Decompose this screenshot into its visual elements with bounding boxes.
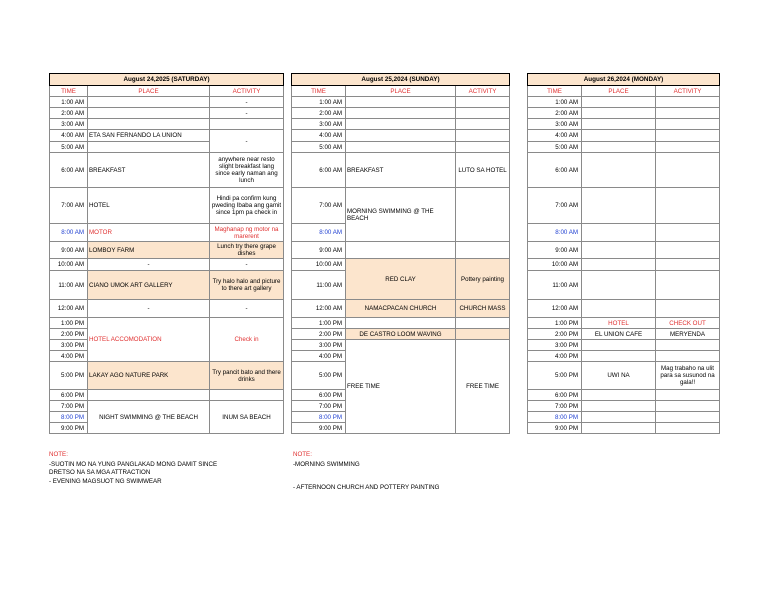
time-cell: 5:00 AM (50, 142, 88, 153)
time-cell: 2:00 PM (50, 329, 88, 340)
place-cell: NIGHT SWIMMING @ THE BEACH (88, 401, 210, 434)
time-cell: 7:00 AM (528, 188, 582, 224)
activity-cell: Hindi pa confirm kung pweding Ibaba ang gamit since 1pm pa check in (210, 188, 284, 224)
time-cell: 10:00 AM (528, 259, 582, 271)
time-cell: 1:00 PM (528, 318, 582, 329)
time-cell: 4:00 PM (528, 351, 582, 362)
time-cell: 9:00 AM (528, 242, 582, 259)
activity-cell: CHECK OUT (656, 318, 720, 329)
place-cell: - (88, 259, 210, 271)
note-line: -SUOTIN MO NA YUNG PANGLAKAD MONG DAMIT SINCE DRETSO NA SA MGA ATTRACTION (49, 461, 218, 476)
time-cell: 10:00 AM (292, 259, 346, 271)
time-cell: 7:00 AM (292, 188, 346, 224)
time-cell: 9:00 PM (528, 423, 582, 434)
time-cell: 3:00 AM (528, 119, 582, 130)
note-line: - AFTERNOON CHURCH AND POTTERY PAINTING (293, 484, 440, 491)
activity-header: ACTIVITY (656, 86, 720, 97)
time-cell: 9:00 AM (292, 242, 346, 259)
time-cell: 6:00 AM (292, 153, 346, 188)
time-cell: 5:00 AM (528, 142, 582, 153)
activity-cell: INUM SA BEACH (210, 401, 284, 434)
time-cell: 1:00 AM (50, 97, 88, 108)
time-cell: 8:00 AM (292, 224, 346, 242)
time-cell: 7:00 AM (50, 188, 88, 224)
place-cell: BREAKFAST (346, 153, 456, 188)
time-cell: 12:00 AM (50, 300, 88, 318)
time-cell: 3:00 PM (50, 340, 88, 351)
time-cell: 4:00 PM (292, 351, 346, 362)
time-cell: 1:00 PM (50, 318, 88, 329)
time-cell: 4:00 AM (50, 130, 88, 142)
place-cell: DE CASTRO LOOM WAVING (346, 329, 456, 340)
time-cell: 9:00 PM (292, 423, 346, 434)
note-line: - EVENING MAGSUOT NG SWIMWEAR (49, 478, 162, 485)
activity-cell: - (210, 130, 284, 153)
place-cell: MOTOR (88, 224, 210, 242)
place-cell: FREE TIME (346, 340, 456, 434)
time-header: TIME (528, 86, 582, 97)
time-header: TIME (292, 86, 346, 97)
day-title: August 26,2024 (MONDAY) (528, 74, 720, 86)
time-cell: 5:00 PM (292, 362, 346, 390)
activity-cell: CHURCH MASS (456, 300, 510, 318)
time-cell: 7:00 PM (528, 401, 582, 412)
activity-header: ACTIVITY (210, 86, 284, 97)
activity-cell: Try pancit bato and there drinks (210, 362, 284, 390)
activity-cell: Maghanap ng motor na marerent (210, 224, 284, 242)
time-cell: 8:00 AM (50, 224, 88, 242)
place-cell: BREAKFAST (88, 153, 210, 188)
activity-cell: - (210, 97, 284, 108)
place-cell: NAMACPACAN CHURCH (346, 300, 456, 318)
time-cell: 4:00 AM (528, 130, 582, 142)
time-cell: 6:00 PM (292, 390, 346, 401)
time-cell: 11:00 AM (50, 271, 88, 300)
place-cell: LAKAY AGO NATURE PARK (88, 362, 210, 390)
activity-cell: - (210, 259, 284, 271)
time-cell: 7:00 PM (292, 401, 346, 412)
time-cell: 8:00 PM (292, 412, 346, 423)
time-cell: 6:00 PM (50, 390, 88, 401)
time-cell: 3:00 PM (528, 340, 582, 351)
time-cell: 5:00 PM (528, 362, 582, 390)
schedule-table-saturday (49, 73, 284, 434)
place-cell: - (88, 300, 210, 318)
time-cell: 7:00 PM (50, 401, 88, 412)
place-cell: LOMBOY FARM (88, 242, 210, 259)
place-cell: CIANO UMOK ART GALLERY (88, 271, 210, 300)
activity-cell: MERYENDA (656, 329, 720, 340)
activity-cell: Pottery painting (456, 259, 510, 300)
time-cell: 8:00 PM (528, 412, 582, 423)
time-cell: 2:00 AM (528, 108, 582, 119)
time-cell: 12:00 AM (292, 300, 346, 318)
time-cell: 1:00 PM (292, 318, 346, 329)
schedule-table-monday (527, 73, 720, 434)
time-cell: 9:00 PM (50, 423, 88, 434)
time-cell: 2:00 AM (50, 108, 88, 119)
place-cell: HOTEL (582, 318, 656, 329)
time-cell: 1:00 AM (292, 97, 346, 108)
time-cell: 1:00 AM (528, 97, 582, 108)
place-cell: RED CLAY (346, 259, 456, 300)
place-cell: MORNING SWIMMING @ THE BEACH (346, 188, 456, 242)
activity-cell: Mag trabaho na ulit para sa susunod na gala!! (656, 362, 720, 390)
activity-cell: anywhere near resto slight breakfast lang since early naman ang lunch (210, 153, 284, 188)
activity-header: ACTIVITY (456, 86, 510, 97)
day-title: August 24,2025 (SATURDAY) (50, 74, 284, 86)
place-cell: HOTEL ACCOMODATION (88, 318, 210, 362)
time-cell: 2:00 PM (528, 329, 582, 340)
time-cell: 6:00 AM (528, 153, 582, 188)
time-cell: 3:00 AM (50, 119, 88, 130)
time-cell: 6:00 PM (528, 390, 582, 401)
note-label: NOTE: (49, 451, 68, 458)
activity-cell: LUTO SA HOTEL (456, 153, 510, 188)
activity-cell: - (210, 108, 284, 119)
activity-cell: Lunch try there grape dishes (210, 242, 284, 259)
time-cell: 8:00 AM (528, 224, 582, 242)
time-cell: 4:00 PM (50, 351, 88, 362)
time-cell: 11:00 AM (292, 271, 346, 300)
place-cell: EL UNION CAFE (582, 329, 656, 340)
place-header: PLACE (582, 86, 656, 97)
time-cell: 3:00 PM (292, 340, 346, 351)
notes-sunday (293, 451, 513, 492)
activity-cell: Try halo halo and picture to there art gallery (210, 271, 284, 300)
time-cell: 5:00 PM (50, 362, 88, 390)
time-cell: 8:00 PM (50, 412, 88, 423)
time-cell: 3:00 AM (292, 119, 346, 130)
time-cell: 10:00 AM (50, 259, 88, 271)
place-cell: ETA SAN FERNANDO LA UNION (88, 130, 210, 142)
time-cell: 2:00 AM (292, 108, 346, 119)
note-line: -MORNING SWIMMING (293, 461, 360, 468)
place-cell: HOTEL (88, 188, 210, 224)
place-cell: UWI NA (582, 362, 656, 390)
activity-cell: - (210, 300, 284, 318)
notes-saturday (49, 451, 219, 486)
time-cell: 11:00 AM (528, 271, 582, 300)
day-title: August 25,2024 (SUNDAY) (292, 74, 510, 86)
activity-cell: FREE TIME (456, 340, 510, 434)
schedule-table-sunday (291, 73, 510, 434)
time-cell: 2:00 PM (292, 329, 346, 340)
note-label: NOTE: (293, 451, 312, 458)
time-cell: 12:00 AM (528, 300, 582, 318)
place-header: PLACE (88, 86, 210, 97)
time-cell: 4:00 AM (292, 130, 346, 142)
time-cell: 5:00 AM (292, 142, 346, 153)
time-cell: 9:00 AM (50, 242, 88, 259)
time-cell: 6:00 AM (50, 153, 88, 188)
activity-cell: Check in (210, 318, 284, 362)
time-header: TIME (50, 86, 88, 97)
place-header: PLACE (346, 86, 456, 97)
